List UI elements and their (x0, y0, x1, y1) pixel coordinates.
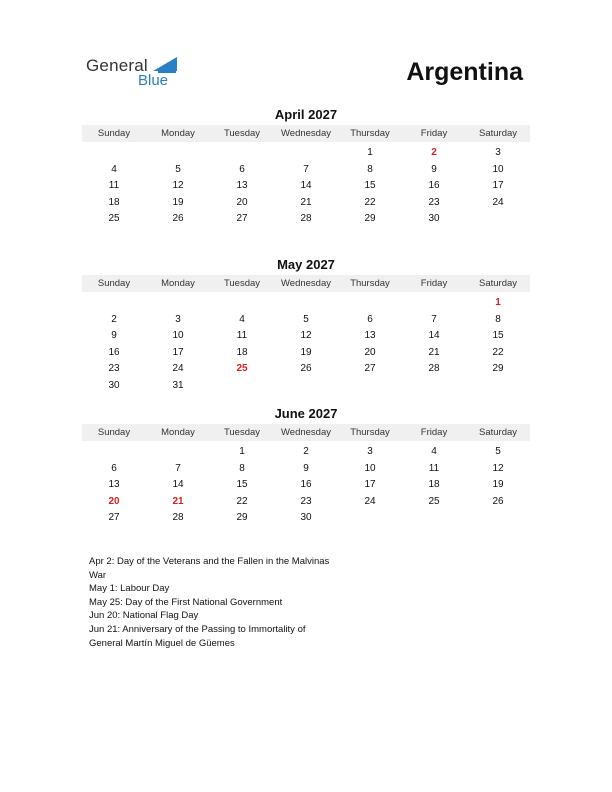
day-cell (402, 378, 466, 395)
weekday-label: Saturday (478, 427, 518, 438)
day-cell: 13 (236, 180, 248, 191)
day-cell: 19 (172, 196, 184, 208)
week-row (82, 162, 530, 179)
logo-triangle-icon (153, 57, 177, 71)
weekday-label: Sunday (97, 128, 131, 139)
week-row (82, 195, 530, 212)
day-cell: 4 (239, 313, 245, 325)
weekday-label: Thursday (350, 278, 390, 289)
day-cell: 7 (431, 313, 437, 325)
day-cell: 16 (428, 180, 440, 191)
day-cell: 19 (492, 479, 504, 490)
weekday-label: Tuesday (223, 427, 261, 438)
day-cell: 26 (172, 213, 184, 224)
day-cell: 9 (111, 330, 117, 341)
week-row (82, 494, 530, 511)
day-cell: 24 (172, 363, 184, 374)
day-cell (274, 378, 338, 395)
weekday-header (82, 424, 530, 441)
day-cell: 12 (492, 462, 504, 474)
month-title: April 2027 (274, 107, 338, 122)
holiday-day-cell: 25 (236, 363, 248, 374)
weekday-label: Sunday (97, 427, 131, 438)
day-cell: 14 (172, 479, 184, 490)
day-cell: 21 (428, 346, 440, 358)
day-cell: 3 (367, 446, 373, 457)
day-cell: 15 (236, 479, 248, 490)
holiday-note: Jun 20: National Flag Day (89, 610, 199, 622)
weekday-label: Sunday (97, 278, 131, 289)
week-row (82, 312, 530, 329)
weekday-label: Wednesday (281, 128, 331, 139)
day-cell: 22 (492, 346, 504, 358)
weekday-label: Tuesday (223, 128, 261, 139)
day-cell: 6 (111, 462, 117, 474)
day-cell: 30 (300, 512, 312, 523)
day-cell: 15 (364, 180, 376, 191)
logo-text-general: General (86, 56, 148, 75)
day-cell: 20 (364, 346, 376, 358)
week-row (82, 178, 530, 195)
day-cell: 12 (172, 180, 184, 191)
weekday-header (82, 125, 530, 142)
weekday-label: Wednesday (281, 278, 331, 289)
day-cell (466, 211, 530, 228)
day-cell: 1 (367, 147, 373, 158)
holiday-day-cell: 21 (172, 495, 184, 507)
day-cell: 20 (236, 196, 248, 208)
week-row (82, 444, 530, 461)
day-cell (146, 295, 210, 312)
day-cell: 14 (300, 180, 312, 191)
month-calendar (82, 406, 530, 527)
day-cell: 21 (300, 196, 312, 208)
day-cell: 23 (108, 363, 120, 374)
day-cell: 7 (303, 163, 309, 175)
day-cell: 19 (300, 346, 312, 358)
weekday-label: Friday (420, 128, 448, 139)
day-cell: 27 (236, 213, 248, 224)
weekday-label: Tuesday (223, 278, 261, 289)
weekday-label: Friday (420, 278, 448, 289)
month-title: June 2027 (274, 406, 338, 421)
weekday-label: Thursday (350, 128, 390, 139)
holiday-note: May 25: Day of the First National Government (89, 596, 283, 608)
day-cell (466, 378, 530, 395)
weekday-label: Wednesday (281, 427, 331, 438)
day-cell: 22 (236, 495, 248, 507)
day-cell (210, 295, 274, 312)
weekday-label: Thursday (350, 427, 390, 438)
day-cell (82, 444, 146, 461)
day-cell: 9 (303, 462, 309, 474)
day-cell (402, 295, 466, 312)
day-cell (338, 295, 402, 312)
day-cell: 16 (300, 479, 312, 490)
logo-text-blue: Blue (138, 72, 169, 89)
day-cell (274, 145, 338, 162)
week-row (82, 345, 530, 362)
day-cell: 29 (364, 213, 376, 224)
day-cell: 2 (303, 446, 309, 457)
day-cell: 24 (492, 196, 504, 208)
day-cell: 27 (364, 363, 376, 374)
week-row (82, 510, 530, 527)
day-cell: 30 (108, 379, 120, 391)
day-cell: 27 (108, 512, 120, 523)
holiday-notes (89, 555, 339, 650)
week-row (82, 461, 530, 478)
day-cell: 31 (172, 379, 184, 391)
day-cell (274, 295, 338, 312)
day-cell: 6 (367, 313, 373, 325)
month-title: May 2027 (277, 257, 335, 272)
day-cell (466, 510, 530, 527)
day-cell: 13 (108, 479, 120, 490)
day-cell: 29 (236, 512, 248, 523)
week-row (82, 211, 530, 228)
day-cell: 15 (492, 330, 504, 341)
day-cell: 6 (239, 163, 245, 175)
holiday-day-cell: 2 (431, 147, 437, 158)
week-row (82, 145, 530, 162)
day-cell: 13 (364, 330, 376, 341)
weekday-label: Monday (161, 278, 195, 289)
day-cell (338, 510, 402, 527)
day-cell: 17 (364, 479, 376, 490)
day-cell (338, 378, 402, 395)
day-cell (210, 145, 274, 162)
day-cell: 10 (172, 330, 184, 341)
week-row (82, 295, 530, 312)
day-cell (402, 510, 466, 527)
day-cell: 23 (300, 495, 312, 507)
day-cell: 18 (236, 346, 248, 358)
day-cell (146, 145, 210, 162)
day-cell (146, 444, 210, 461)
day-cell: 26 (300, 363, 312, 374)
day-cell: 8 (495, 313, 501, 325)
day-cell: 16 (108, 346, 120, 358)
day-cell: 14 (428, 330, 440, 341)
week-row (82, 361, 530, 378)
day-cell: 3 (175, 313, 181, 325)
day-cell: 11 (428, 462, 440, 474)
weekday-label: Friday (420, 427, 448, 438)
day-cell: 4 (431, 446, 437, 457)
day-cell: 4 (111, 163, 117, 175)
weekday-label: Saturday (478, 128, 518, 139)
holiday-day-cell: 1 (495, 297, 501, 308)
day-cell: 10 (492, 163, 504, 175)
day-cell: 23 (428, 196, 440, 208)
day-cell: 1 (239, 446, 245, 457)
week-row (82, 477, 530, 494)
holiday-note: Apr 2: Day of the Veterans and the Fallen in the Malvinas War (89, 556, 330, 581)
holiday-note: Jun 21: Anniversary of the Passing to Immortality of General Martín Miguel de Güemes (89, 623, 306, 649)
day-cell: 8 (239, 462, 245, 474)
generalblue-logo (86, 54, 196, 94)
day-cell (82, 145, 146, 162)
weekday-label: Monday (161, 427, 195, 438)
day-cell: 11 (236, 330, 248, 341)
weekday-header (82, 275, 530, 292)
week-row (82, 378, 530, 395)
weekday-label: Saturday (478, 278, 518, 289)
day-cell: 17 (172, 346, 184, 358)
day-cell: 18 (108, 196, 120, 208)
day-cell: 11 (108, 180, 120, 191)
holiday-day-cell: 20 (108, 495, 120, 507)
day-cell: 28 (172, 512, 184, 523)
month-calendar (82, 107, 530, 228)
day-cell: 5 (303, 313, 309, 325)
holiday-note: May 1: Labour Day (89, 583, 170, 595)
day-cell: 25 (428, 495, 440, 507)
day-cell: 18 (428, 479, 440, 490)
week-row (82, 328, 530, 345)
day-cell: 2 (111, 313, 117, 325)
day-cell: 22 (364, 196, 376, 208)
day-cell: 29 (492, 363, 504, 374)
weekday-label: Monday (161, 128, 195, 139)
day-cell: 28 (428, 363, 440, 374)
day-cell: 7 (175, 462, 181, 474)
day-cell: 9 (431, 163, 437, 175)
day-cell: 5 (495, 446, 501, 457)
day-cell: 8 (367, 163, 373, 175)
day-cell: 28 (300, 213, 312, 224)
day-cell: 17 (492, 180, 504, 191)
day-cell (82, 295, 146, 312)
day-cell: 30 (428, 213, 440, 224)
day-cell: 12 (300, 330, 312, 341)
month-calendar (82, 257, 530, 394)
day-cell: 10 (364, 462, 376, 474)
country-title: Argentina (406, 58, 523, 86)
day-cell: 24 (364, 495, 376, 507)
day-cell: 3 (495, 147, 501, 158)
day-cell (210, 378, 274, 395)
day-cell: 26 (492, 495, 504, 507)
day-cell: 25 (108, 213, 120, 224)
day-cell: 5 (175, 163, 181, 175)
